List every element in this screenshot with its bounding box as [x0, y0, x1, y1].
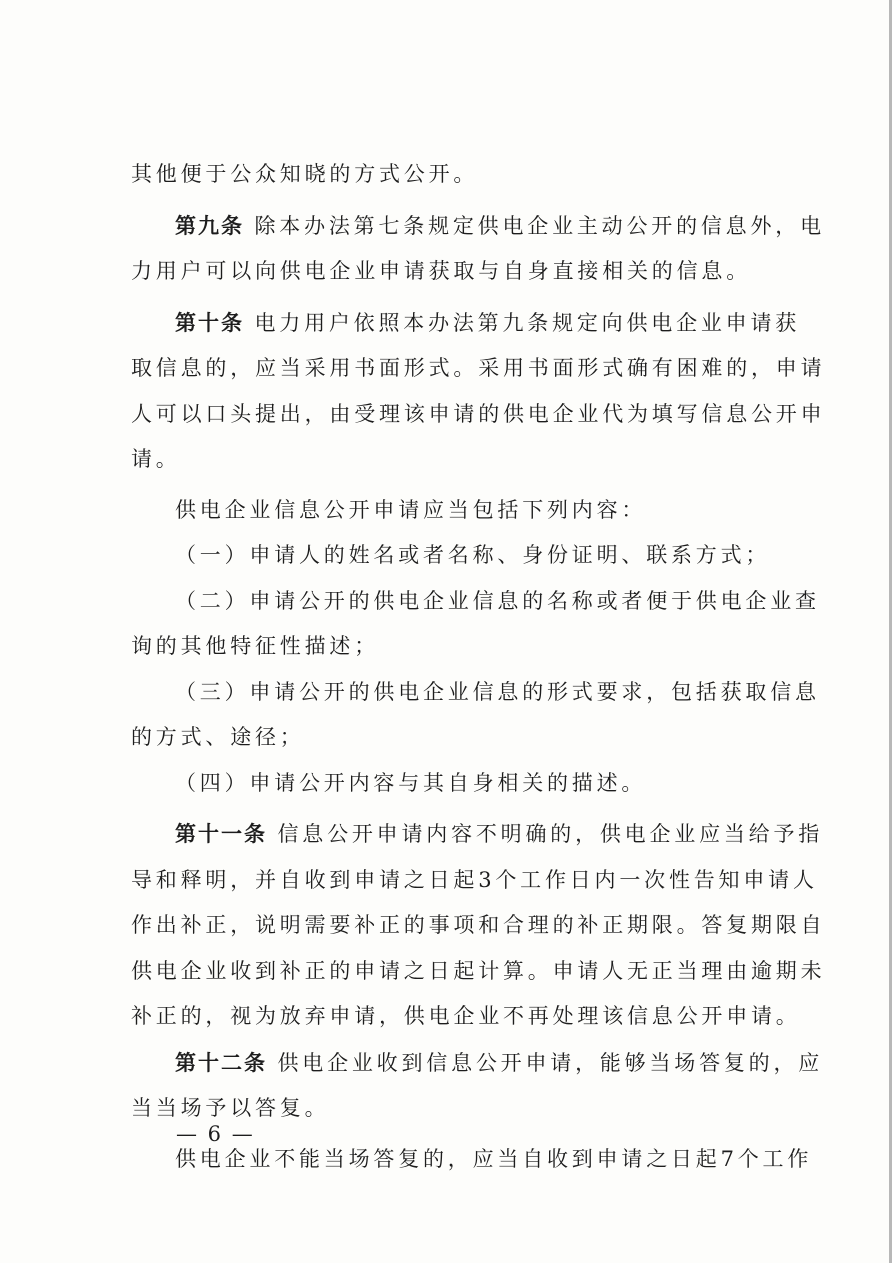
paragraph-continuation — [131, 152, 793, 198]
article-heading: 第十条 — [175, 309, 244, 335]
text-line: 询的其他特征性描述； — [131, 634, 379, 658]
text-line: （一）申请人的姓名或者名称、身份证明、联系方式； — [175, 543, 771, 567]
paragraph-application-content — [131, 488, 793, 534]
list-item-2 — [131, 579, 820, 670]
text-line: 取信息的，应当采用书面形式。采用书面形式确有困难的，申请 — [131, 356, 826, 380]
text-line: 供电企业不能当场答复的，应当自收到申请之日起7个工作 — [175, 1146, 813, 1171]
text-line: （二）申请公开的供电企业信息的名称或者便于供电企业查 — [175, 588, 820, 613]
article-heading: 第十二条 — [175, 1049, 267, 1075]
document-body — [131, 152, 826, 1182]
text-line: 供电企业收到信息公开申请，能够当场答复的，应 — [277, 1050, 824, 1075]
text-line: （四）申请公开内容与其自身相关的描述。 — [175, 770, 647, 795]
text-line: 导和释明，并自收到申请之日起3个工作日内一次性告知申请人 — [131, 867, 818, 892]
text-line: 供电企业信息公开申请应当包括下列内容： — [175, 497, 647, 522]
text-line: 除本办法第七条规定供电企业主动公开的信息外，电 — [254, 213, 825, 238]
article-heading: 第九条 — [175, 212, 244, 238]
text-line: 人可以口头提出，由受理该申请的供电企业代为填写信息公开申 — [131, 401, 826, 426]
list-item-1 — [131, 533, 793, 579]
text-line: 请。 — [131, 447, 181, 471]
text-line: 力用户可以向供电企业申请获取与自身直接相关的信息。 — [131, 259, 751, 283]
text-line: 供电企业收到补正的申请之日起计算。申请人无正当理由逾期未 — [131, 958, 826, 983]
text-line: 其他便于公众知晓的方式公开。 — [131, 162, 479, 186]
article-heading: 第十一条 — [175, 821, 267, 846]
text-line: 的方式、途径； — [131, 725, 305, 749]
text-line: 补正的，视为放弃申请，供电企业不再处理该信息公开申请。 — [131, 1004, 801, 1028]
list-item-3 — [131, 670, 820, 761]
list-item-4 — [131, 761, 793, 807]
text-line: 电力用户依照本办法第九条规定向供电企业申请获 — [254, 310, 801, 335]
article-12 — [131, 1040, 824, 1132]
page-number: — 6 — — [176, 1122, 255, 1146]
article-10 — [131, 300, 826, 483]
text-line: （三）申请公开的供电企业信息的形式要求，包括获取信息 — [175, 679, 820, 704]
text-line: 作出补正，说明需要补正的事项和合理的补正期限。答复期限自 — [131, 913, 826, 937]
article-9 — [131, 203, 825, 295]
text-line: 信息公开申请内容不明确的，供电企业应当给予指 — [277, 822, 824, 846]
text-line: 当当场予以答复。 — [131, 1096, 330, 1120]
article-11 — [131, 811, 826, 1040]
